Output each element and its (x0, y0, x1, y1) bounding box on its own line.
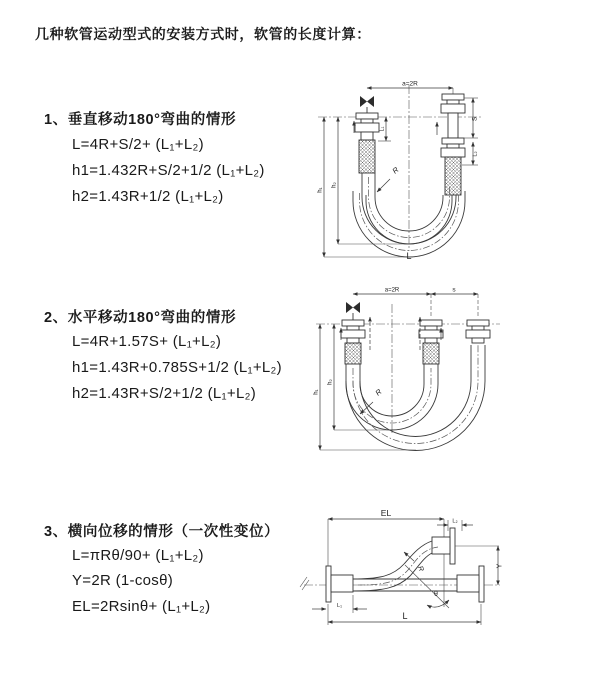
left-flange (326, 566, 353, 602)
section-1-formula-L: L=4R+S/2+ (L₁+L₂) (72, 136, 204, 153)
dim-label-s: s (452, 286, 456, 294)
dim-label-l2: L₂ (472, 151, 479, 157)
centerline-break-mark (300, 577, 309, 590)
braided-hose-section (359, 140, 375, 173)
braided-hose-section (423, 343, 439, 364)
right-fitting (466, 320, 490, 343)
diagram-vertical-180-bend (310, 75, 600, 260)
angle-arc (427, 600, 449, 607)
dim-label-h1: h₁ (313, 389, 320, 395)
dim-label-a2r: a=2R (384, 287, 400, 294)
section-2-formula-h1: h1=1.43R+0.785S+1/2 (L₁+L₂) (72, 359, 282, 376)
valve-icon (360, 96, 374, 113)
dim-label-l1: L₁ (379, 126, 386, 132)
right-lower-flange (457, 566, 484, 602)
left-fitting (341, 320, 365, 364)
braided-hose-section (445, 157, 461, 195)
section-3-formula-EL: EL=2Rsinθ+ (L₁+L₂) (72, 598, 211, 615)
section-1-formula-h2: h2=1.43R+1/2 (L₁+L₂) (72, 188, 224, 205)
valve-icon (346, 302, 360, 320)
dim-label-h2: h₂ (327, 379, 334, 385)
length-label: L (406, 251, 412, 261)
dim-label-el: EL (380, 508, 392, 518)
dim-label-l1: L₁ (337, 603, 342, 609)
diagram-horizontal-180-bend (308, 284, 600, 452)
braided-hose-section (345, 343, 361, 364)
length-label: L (402, 611, 408, 621)
section-3-formula-L: L=πRθ/90+ (L₁+L₂) (72, 547, 204, 564)
radius-leader-arrow (404, 552, 414, 561)
section-2-formula-h2: h2=1.43R+S/2+1/2 (L₁+L₂) (72, 385, 257, 402)
hose-u-bend (346, 345, 485, 451)
radius-label: R (373, 387, 384, 398)
page-title: 几种软管运动型式的安装方式时，软管的长度计算： (35, 26, 371, 42)
left-fitting (355, 113, 379, 173)
radius-construction-line (405, 565, 449, 608)
dim-label-l2: L₂ (452, 518, 458, 525)
section-1-heading: 1、垂直移动180°弯曲的情形 (44, 112, 237, 128)
right-fitting (441, 94, 465, 195)
section-3-heading: 3、横向位移的情形（一次性变位） (44, 524, 280, 540)
radius-label: R (416, 565, 425, 573)
dim-label-a2r: a=2R (402, 80, 418, 88)
dim-label-s: S (471, 116, 479, 122)
hose-s-curve (353, 541, 438, 591)
dim-label-h2: h₂ (331, 182, 338, 188)
right-upper-flange (432, 528, 455, 564)
radius-leader-arrow (377, 179, 390, 192)
section-2-heading: 2、水平移动180°弯曲的情形 (44, 310, 237, 326)
section-1-formula-h1: h1=1.432R+S/2+1/2 (L₁+L₂) (72, 162, 265, 179)
angle-label: θ (434, 591, 438, 598)
dim-label-y: Y (496, 563, 504, 569)
section-3-formula-Y: Y=2R (1-cosθ) (72, 572, 174, 589)
diagram-lateral-displacement (298, 504, 600, 639)
middle-fitting (419, 320, 443, 364)
section-2-formula-L: L=4R+1.57S+ (L₁+L₂) (72, 333, 222, 350)
dim-label-h1: h₁ (317, 187, 324, 193)
radius-label: R (390, 165, 401, 176)
